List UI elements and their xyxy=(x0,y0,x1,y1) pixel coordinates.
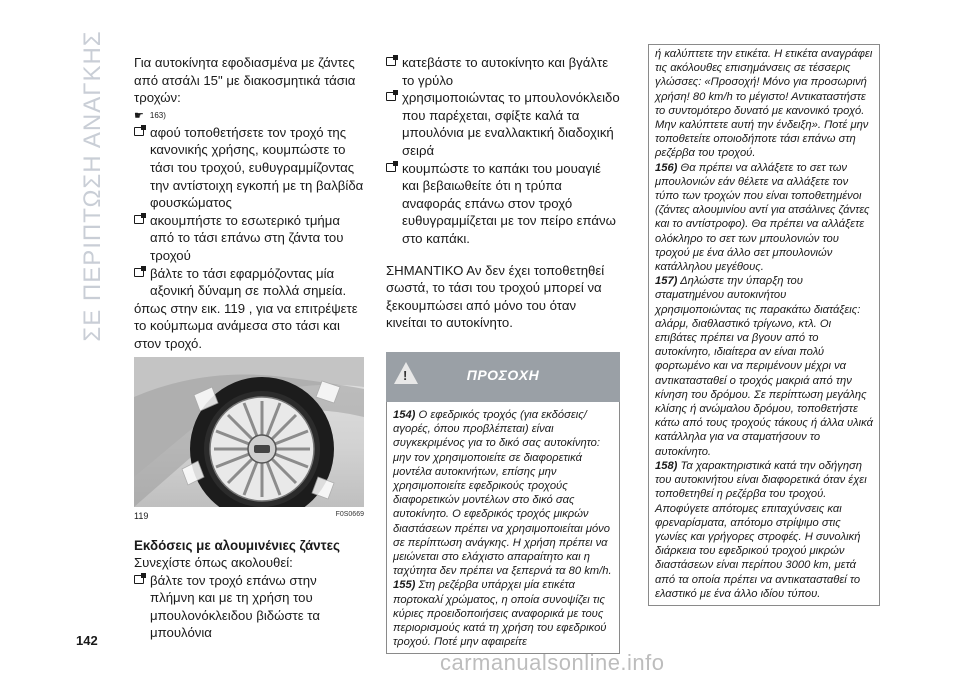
figure-caption xyxy=(134,511,364,521)
checkbox-bullet-icon xyxy=(386,163,396,172)
list-item: κατεβάστε το αυτοκίνητο και βγάλτε το γρύλο xyxy=(386,54,620,89)
section-heading: Εκδόσεις με αλουμινένιες ζάντες xyxy=(134,537,340,553)
checkbox-bullet-icon xyxy=(386,92,396,101)
wheel-cover-photo xyxy=(134,357,364,507)
warning-text: Δηλώστε την ύπαρξη του σταματημένου αυτοκινήτου χρησιμοποιώντας τις παρακάτω διατάξεις: αλάρμ, διαθλαστικό τρίγωνο, κτλ. Οι επιβάτες πρέπει να βγουν από το αυτοκίνητο, ιδιαίτερα αν είναι πολύ φορτωμένο και να περιμένουν μέχρι να αντικατασταθεί ο τροχός μακριά από την κίνηση του δρόμου. Σε περίπτωση μεγάλης κλίσης ή ανώμαλου δρόμου, τοποθετήστε κάτω από τους τροχούς τάκους ή άλλα υλικά κατάλληλα για να σταματήσουν το αυτοκίνητο. xyxy=(655,275,873,458)
list-item: βάλτε το τάσι εφαρμόζοντας μία αξονική δύναμη σε πολλά σημεία. xyxy=(134,265,364,300)
note-reference xyxy=(134,109,364,122)
wheel-illustration xyxy=(134,357,364,507)
footer-watermark: carmanualsonline.info xyxy=(440,650,665,675)
warning-number: 157) xyxy=(655,275,678,288)
list-item: αφού τοποθετήσετε τον τροχό της κανονικής χρήσης, κουμπώστε το τάσι του τροχού, ευθυγραμμίζοντας την αντίστοιχη εγκοπή με τη βαλβίδα φουσκώματος xyxy=(134,124,364,212)
note-reference-number: 163) xyxy=(149,110,166,120)
chapter-side-title xyxy=(78,30,108,342)
important-note: ΣΗΜΑΝΤΙΚΟ Αν δεν έχει τοποθετηθεί σωστά, το τάσι του τροχού μπορεί να ξεκουμπώσει από μόνο του όταν κινείται το αυτοκίνητο. xyxy=(386,262,605,331)
column-1 xyxy=(134,54,364,642)
warning-text: Ο εφεδρικός τροχός (για εκδόσεις/αγορές, όπου προβλέπεται) είναι συγκεκριμένος για το δικό σας αυτοκίνητο: μην τον χρησιμοποιείτε σε διαφορετικά μοντέλα αυτοκινήτων, επίσης μην χρησιμοποιείτε εφεδρικούς τροχούς διαφορετικών μοντέλων στο δικό σας αυτοκίνητο. Ο εφεδρικός τροχός μικρών διαστάσεων πρέπει να χρησιμοποιείται μόνο σε περίπτωση ανάγκης. Η χρήση πρέπει να μειώνεται στο ελάχιστο απαραίτητο και η ταχύτητα δεν πρέπει να ξεπερνά τα 80 km/h. xyxy=(393,408,612,578)
checkbox-bullet-icon xyxy=(386,57,396,66)
figure-number: 119 xyxy=(134,510,149,521)
column-2 xyxy=(386,54,620,654)
warning-box xyxy=(386,352,620,654)
warning-text: Στη ρεζέρβα υπάρχει μία ετικέτα πορτοκαλί χρώματος, η οποία συνοψίζει τις κύριες προειδοποιήσεις αναφορικά με τους περιορισμούς κατά τη χρήση του εφεδρικού τροχού. Ποτέ μην αφαιρείτε xyxy=(393,579,607,649)
column-3 xyxy=(648,44,880,606)
list-item: βάλτε τον τροχό επάνω στην πλήμνη και με τη χρήση του μπουλονόκλειδου βιδώστε τα μπουλόνια xyxy=(134,572,364,642)
paragraph-after: όπως στην εικ. 119 , για να επιτρέψετε το κούμπωμα ανάμεσα στο τάσι και στον τροχό. xyxy=(134,300,358,351)
checkbox-bullet-icon xyxy=(134,215,144,224)
heading-intro: Συνεχίστε όπως ακολουθεί: xyxy=(134,555,293,571)
list-item: κουμπώστε το καπάκι του μουαγιέ και βεβαιωθείτε ότι η τρύπα αναφοράς επάνω στον τροχό ευθυγραμμίζεται με τον πείρο επάνω στο καπάκι. xyxy=(386,160,620,248)
warning-title: ΠΡΟΣΟΧΗ xyxy=(466,366,540,383)
warning-number: 156) xyxy=(655,161,678,174)
hand-pointer-icon: ☛ xyxy=(134,109,144,122)
warning-text: Θα πρέπει να αλλάξετε το σετ των μπουλονιών εάν θέλετε να αλλάξετε τον τύπο των τροχών που είναι τοποθετημένοι (ζάντες αλουμινίου αντί για ατσάλινες ζάντες και το αντίστροφο). Θα πρέπει να αλλάξετε ολόκληρο το σετ των μπουλονιών του τροχού με ένα άλλο σετ μπουλονιών κατάλληλου μεγέθους. xyxy=(655,161,870,274)
warning-body-continued xyxy=(648,44,880,606)
warning-text: Τα χαρακτηριστικά κατά την οδήγηση του αυτοκινήτου είναι διαφορετικά όταν έχει τοποθετηθεί η ρεζέρβα του τροχού. Αποφύγετε απότομες επιταχύνσεις και φρεναρίσματα, απότομο στρίψιμο στις γωνίες και γρήγορες στροφές. Η συνολική διάρκεια του εφεδρικού τροχού μικρών διαστάσεων είναι περίπου 3000 km, μετά από τα οποία πρέπει να αντικατασταθεί το ελαστικό με ένα άλλο ιδίου τύπου. xyxy=(655,459,867,600)
figure-code: F0S0669 xyxy=(335,510,364,518)
warning-number: 155) xyxy=(393,579,416,592)
warning-text: ή καλύπτετε την ετικέτα. Η ετικέτα αναγράφει τις ακόλουθες επισημάνσεις σε τέσσερις γλώσσες: «Προσοχή! Μόνο για προσωρινή χρήση! 80 km/h το μέγιστο! Αντικαταστήστε το συντομότερο δυνατό με κανονικό τροχό. Μην καλύπτετε αυτή την ένδειξη». Ποτέ μην τοποθετείτε οποιοδήποτε τάσι επάνω στη ρεζέρβα του τροχού. xyxy=(655,48,873,160)
checkbox-bullet-icon xyxy=(134,127,144,136)
warning-number: 154) xyxy=(393,408,416,421)
page-number: 142 xyxy=(76,633,98,648)
list-item: χρησιμοποιώντας το μπουλονόκλειδο που παρέχεται, σφίξτε καλά τα μπουλόνια με εναλλακτική διαδοχική σειρά xyxy=(386,89,620,159)
checkbox-bullet-icon xyxy=(134,268,144,277)
chapter-side-title-text: ΣΕ ΠΕΡΙΠΤΩΣΗ ΑΝΑΓΚΗΣ xyxy=(79,30,106,342)
warning-header: ! ΠΡΟΣΟΧΗ xyxy=(386,352,620,402)
warning-number: 158) xyxy=(655,459,678,472)
list-item: ακουμπήστε το εσωτερικό τμήμα από το τάσι επάνω στη ζάντα του τροχού xyxy=(134,212,364,265)
warning-body xyxy=(386,402,620,654)
checkbox-bullet-icon xyxy=(134,575,144,584)
intro-text: Για αυτοκίνητα εφοδιασμένα με ζάντες από ατσάλι 15" με διακοσμητικά τάσια τροχών: xyxy=(134,55,356,106)
